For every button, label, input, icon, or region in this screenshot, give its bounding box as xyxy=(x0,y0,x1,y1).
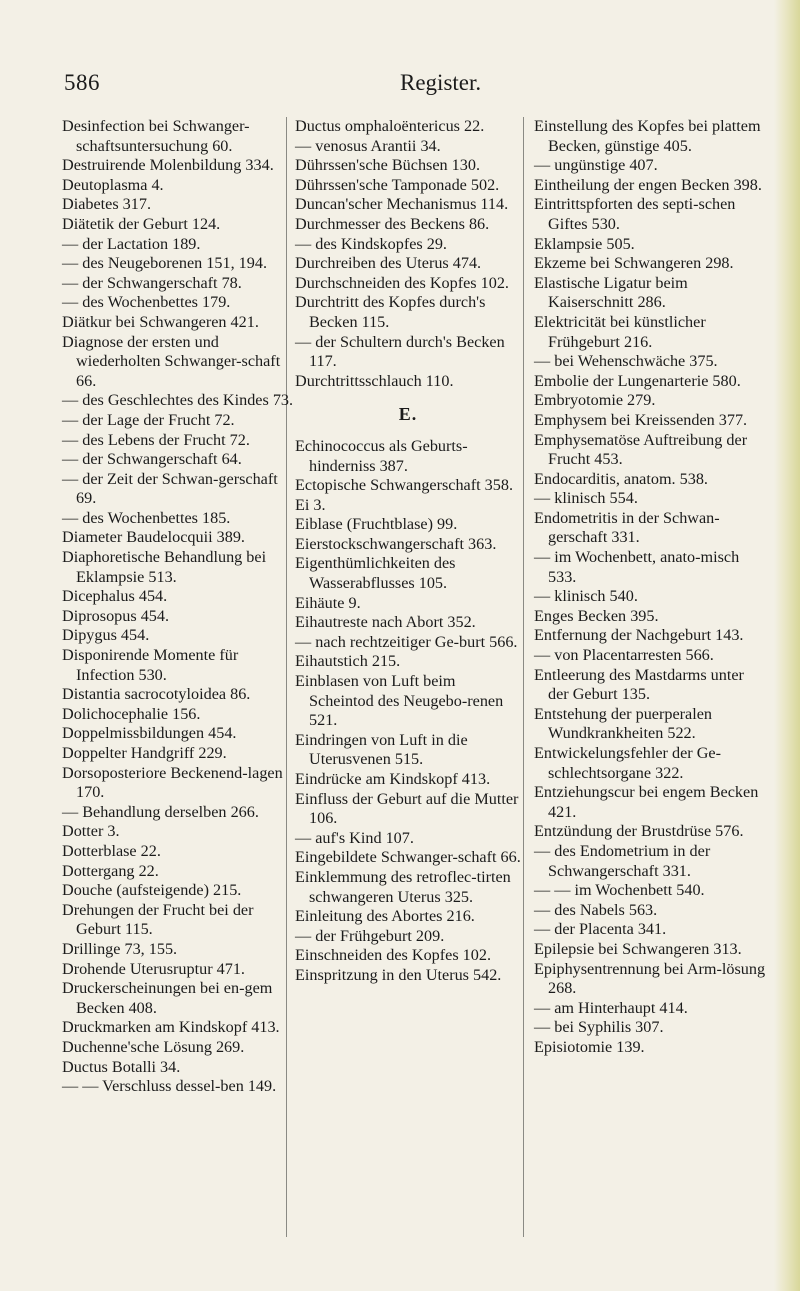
index-entry: Druckmarken am Kindskopf 413. xyxy=(62,1018,280,1037)
index-entry: Eigenthümlichkeiten des Wasserabflusses 105. xyxy=(295,554,456,593)
index-entry: Eklampsie 505. xyxy=(534,234,635,253)
index-entry: Einstellung des Kopfes bei plattem Becken, günstige 405. xyxy=(534,117,761,155)
index-entry: Ductus omphaloëntericus 22. xyxy=(295,117,485,135)
running-title: Register. xyxy=(400,70,482,95)
index-entry: Entzündung der Brustdrüse 576. xyxy=(534,822,744,841)
index-entry: Durchschneiden des Kopfes 102. xyxy=(295,273,509,292)
index-entry: Endocarditis, anatom. 538. xyxy=(534,469,708,488)
index-entry: — — Verschluss dessel-ben 149. xyxy=(62,1077,277,1096)
index-entry: Emphysem bei Kreissenden 377. xyxy=(534,410,748,429)
index-entry: — der Lactation 189. xyxy=(62,234,201,253)
index-entry: — der Frühgeburt 209. xyxy=(295,926,445,945)
index-entry: Entstehung der puerperalen Wundkrankheiten 522. xyxy=(534,704,712,743)
letter-heading-e: E. xyxy=(398,404,418,425)
index-entry: Distantia sacrocotyloidea 86. xyxy=(62,685,251,704)
index-entry: Diprosopus 454. xyxy=(62,606,170,625)
index-entry: Einfluss der Geburt auf die Mutter 106. xyxy=(295,789,519,828)
index-entry: — des Lebens der Frucht 72. xyxy=(62,430,250,449)
index-entry: — bei Syphilis 307. xyxy=(534,1018,664,1037)
index-entry: — auf's Kind 107. xyxy=(295,828,414,847)
index-entry: Durchreiben des Uterus 474. xyxy=(295,254,482,273)
index-entry: — des Neugeborenen 151, 194. xyxy=(62,254,267,273)
index-column-1 xyxy=(62,117,296,1097)
index-entry: Dührssen'sche Büchsen 130. xyxy=(295,156,480,175)
index-entry: Diameter Baudelocquii 389. xyxy=(62,528,245,547)
index-entry: — bei Wehenschwäche 375. xyxy=(534,352,718,371)
index-entry: — klinisch 554. xyxy=(534,489,638,508)
index-entry: Endometritis in der Schwan-gerschaft 331. xyxy=(534,508,720,547)
index-entry: Embryotomie 279. xyxy=(534,391,656,410)
index-entry: Dotterblase 22. xyxy=(62,841,161,860)
index-entry: — der Schwangerschaft 64. xyxy=(62,450,242,469)
index-entry: Ductus Botalli 34. xyxy=(62,1057,181,1076)
index-entry: Dicephalus 454. xyxy=(62,587,168,606)
index-entry: — der Schultern durch's Becken 117. xyxy=(295,332,505,371)
index-entry: Elastische Ligatur beim Kaiserschnitt 286. xyxy=(534,273,688,312)
index-entry: — des Kindskopfes 29. xyxy=(295,234,447,253)
index-entry: — der Lage der Frucht 72. xyxy=(62,410,235,429)
index-entry: Ei 3. xyxy=(295,495,326,514)
index-entry: Destruirende Molenbildung 334. xyxy=(62,156,274,175)
index-entry: Einblasen von Luft beim Scheintod des Neugebo-renen 521. xyxy=(295,672,504,730)
index-entry: Elektricität bei künstlicher Frühgeburt 216. xyxy=(534,312,706,351)
index-entry: Eintrittspforten des septi-schen Giftes 530. xyxy=(534,195,736,233)
index-column-3 xyxy=(534,117,766,1058)
index-entry: Eierstockschwangerschaft 363. xyxy=(295,534,497,553)
index-entry: Doppelmissbildungen 454. xyxy=(62,724,237,743)
index-entry: Einklemmung des retroflec-tirten schwangeren Uterus 325. xyxy=(295,867,511,906)
index-entry: Episiotomie 139. xyxy=(534,1037,645,1056)
index-column-2-part-d xyxy=(295,117,521,391)
index-entry: Einschneiden des Kopfes 102. xyxy=(295,946,492,965)
index-entry: — — im Wochenbett 540. xyxy=(534,881,705,900)
index-entry: Diabetes 317. xyxy=(62,195,152,214)
index-entry: Drohende Uterusruptur 471. xyxy=(62,959,245,978)
index-entry: Doppelter Handgriff 229. xyxy=(62,744,227,762)
index-entry: — Behandlung derselben 266. xyxy=(62,802,259,821)
index-entry: Durchtrittsschlauch 110. xyxy=(295,371,454,390)
index-entry: Dorsoposteriore Beckenend-lagen 170. xyxy=(62,763,283,802)
index-entry: Duchenne'sche Lösung 269. xyxy=(62,1037,245,1056)
index-entry: Einspritzung in den Uterus 542. xyxy=(295,965,502,984)
index-entry: — des Wochenbettes 185. xyxy=(62,508,231,527)
index-entry: Diätetik der Geburt 124. xyxy=(62,214,221,233)
index-entry: Entwickelungsfehler der Ge-schlechtsorgane 322. xyxy=(534,744,721,782)
index-entry: Eindrücke am Kindskopf 413. xyxy=(295,770,491,788)
index-entry: Einleitung des Abortes 216. xyxy=(295,907,475,926)
index-entry: Douche (aufsteigende) 215. xyxy=(62,881,242,900)
index-entry: Entleerung des Mastdarms unter der Geburt 135. xyxy=(534,665,744,704)
index-entry: Epilepsie bei Schwangeren 313. xyxy=(534,939,742,958)
index-entry: — des Nabels 563. xyxy=(534,900,658,919)
index-entry: Desinfection bei Schwanger-schaftsuntersuchung 60. xyxy=(62,117,250,155)
index-entry: Echinococcus als Geburts-hinderniss 387. xyxy=(295,436,468,475)
index-entry: Druckerscheinungen bei en-gem Becken 408. xyxy=(62,979,273,1017)
column-divider-2 xyxy=(523,117,524,1237)
index-entry: Diagnose der ersten und wiederholten Schwanger-schaft 66. xyxy=(62,332,281,390)
index-entry: — ungünstige 407. xyxy=(534,156,658,175)
index-entry: — im Wochenbett, anato-misch 533. xyxy=(534,548,740,586)
index-entry: Dotter 3. xyxy=(62,822,120,841)
index-column-2-part-e xyxy=(295,437,521,986)
index-entry: Diätkur bei Schwangeren 421. xyxy=(62,312,259,331)
index-entry: Durchmesser des Beckens 86. xyxy=(295,214,490,233)
index-entry: Duncan'scher Mechanismus 114. xyxy=(295,195,509,214)
index-entry: — venosus Arantii 34. xyxy=(295,136,441,155)
index-entry: — des Wochenbettes 179. xyxy=(62,293,231,312)
index-entry: Ekzeme bei Schwangeren 298. xyxy=(534,254,734,273)
page-number: 586 xyxy=(64,70,100,95)
index-entry: — der Placenta 341. xyxy=(534,920,667,939)
index-entry: Dolichocephalie 156. xyxy=(62,704,201,723)
index-entry: Dührssen'sche Tamponade 502. xyxy=(295,175,500,194)
index-entry: — von Placentarresten 566. xyxy=(534,646,714,665)
index-entry: — nach rechtzeitiger Ge-burt 566. xyxy=(295,632,518,651)
index-entry: Drillinge 73, 155. xyxy=(62,939,178,958)
index-entry: Drehungen der Frucht bei der Geburt 115. xyxy=(62,900,254,939)
index-entry: — klinisch 540. xyxy=(534,587,638,606)
index-entry: Eindringen von Luft in die Uterusvenen 515. xyxy=(295,730,468,769)
index-entry: Diaphoretische Behandlung bei Eklampsie 513. xyxy=(62,548,267,586)
index-entry: Entziehungscur bei engem Becken 421. xyxy=(534,783,759,821)
index-entry: Eiblase (Fruchtblase) 99. xyxy=(295,515,458,534)
index-entry: Ectopische Schwangerschaft 358. xyxy=(295,476,514,495)
page-header xyxy=(0,70,800,100)
index-entry: — der Schwangerschaft 78. xyxy=(62,273,242,292)
index-entry: — am Hinterhaupt 414. xyxy=(534,998,688,1017)
index-entry: Enges Becken 395. xyxy=(534,606,659,625)
index-entry: Eingebildete Schwanger-schaft 66. xyxy=(295,848,521,867)
index-entry: — des Geschlechtes des Kindes 73. xyxy=(62,391,294,410)
index-entry: Deutoplasma 4. xyxy=(62,175,164,194)
index-entry: Dottergang 22. xyxy=(62,861,159,880)
index-entry: Epiphysentrennung bei Arm-lösung 268. xyxy=(534,959,766,998)
index-entry: Entfernung der Nachgeburt 143. xyxy=(534,626,744,645)
page-edge-shading xyxy=(774,0,800,1291)
index-entry: Eintheilung der engen Becken 398. xyxy=(534,175,762,194)
index-entry: Eihautreste nach Abort 352. xyxy=(295,613,476,632)
index-entry: Eihäute 9. xyxy=(295,593,361,612)
index-column-2 xyxy=(295,117,521,986)
index-entry: Dipygus 454. xyxy=(62,626,150,645)
index-entry: Durchtritt des Kopfes durch's Becken 115. xyxy=(295,293,486,331)
index-entry: Eihautstich 215. xyxy=(295,652,401,671)
index-entry: — der Zeit der Schwan-gerschaft 69. xyxy=(62,469,278,508)
index-entry: Embolie der Lungenarterie 580. xyxy=(534,371,741,390)
index-entry: Disponirende Momente für Infection 530. xyxy=(62,646,239,684)
index-entry: — des Endometrium in der Schwangerschaft 331. xyxy=(534,841,711,880)
index-entry: Emphysematöse Auftreibung der Frucht 453. xyxy=(534,430,748,469)
